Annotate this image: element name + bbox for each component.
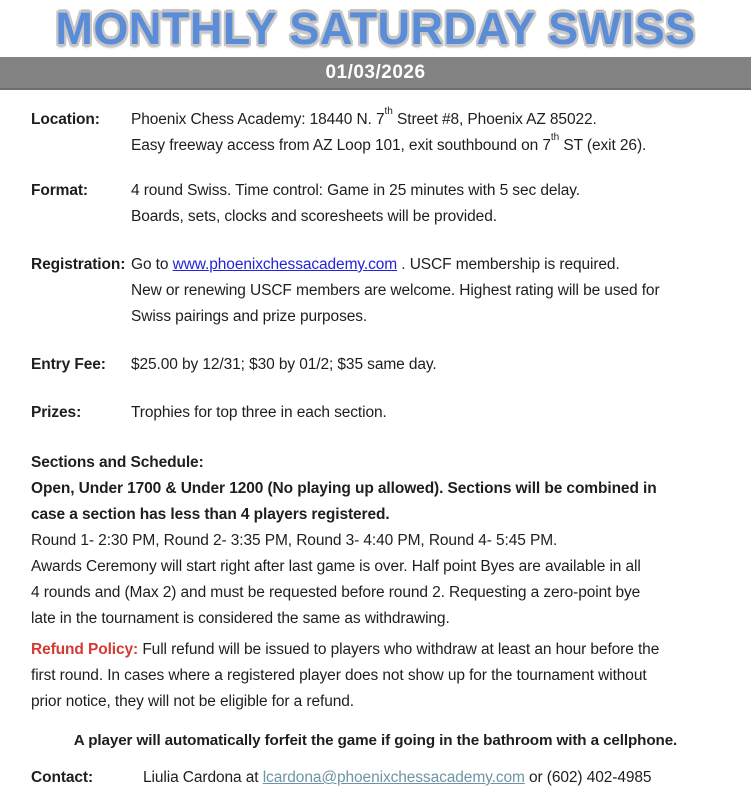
- registration-line3: Swiss pairings and prize purposes.: [131, 308, 368, 325]
- sections-schedule: [31, 450, 720, 632]
- format-line1: 4 round Swiss. Time control: Game in 25 minutes with 5 sec delay.: [131, 182, 580, 199]
- contact-email-link[interactable]: lcardona@phoenixchessacademy.com: [262, 769, 525, 786]
- date-banner: [0, 57, 751, 90]
- schedule-heading: Sections and Schedule:: [31, 454, 204, 471]
- location-row: [31, 107, 720, 159]
- format-value: [131, 178, 720, 230]
- format-line2: Boards, sets, clocks and scoresheets will be provided.: [131, 208, 497, 225]
- prizes-label: Prizes:: [31, 404, 82, 421]
- schedule-byes-line2: 4 rounds and (Max 2) and must be requested before round 2. Requesting a zero-point bye: [31, 584, 641, 601]
- contact-value: Liulia Cardona at lcardona@phoenixchessacademy.com or (602) 402-4985: [143, 769, 652, 786]
- refund-line2: first round. In cases where a registered player does not show up for the tournament without: [31, 667, 647, 684]
- schedule-sections-line2: case a section has less than 4 players registered.: [31, 506, 390, 523]
- registration-row: [31, 252, 720, 330]
- page-title: MONTHLY SATURDAY SWISS: [55, 3, 696, 54]
- ordinal-suffix: th: [384, 106, 393, 117]
- entry-fee-value: $25.00 by 12/31; $30 by 01/2; $35 same day.: [131, 356, 437, 373]
- flyer-body: [0, 90, 751, 789]
- prizes-value: Trophies for top three in each section.: [131, 404, 387, 421]
- format-label: Format:: [31, 182, 88, 199]
- prizes-row: [31, 400, 720, 426]
- entry-fee-row: [31, 352, 720, 378]
- schedule-byes-line1: Awards Ceremony will start right after last game is over. Half point Byes are available in all: [31, 558, 641, 575]
- location-line2: Easy freeway access from AZ Loop 101, exit southbound on 7th ST (exit 26).: [131, 132, 647, 154]
- schedule-byes-line3: late in the tournament is considered the same as withdrawing.: [31, 610, 450, 627]
- registration-label: Registration:: [31, 256, 126, 273]
- registration-website-link[interactable]: www.phoenixchessacademy.com: [172, 256, 398, 273]
- title-banner: [0, 0, 751, 57]
- entry-fee-label: Entry Fee:: [31, 356, 106, 373]
- format-row: [31, 178, 720, 230]
- contact-row: [31, 765, 720, 789]
- refund-policy: [31, 637, 720, 715]
- refund-line1: Refund Policy: Full refund will be issued to players who withdraw at least an hour before the: [31, 641, 660, 658]
- registration-line2: New or renewing USCF members are welcome. Highest rating will be used for: [131, 282, 660, 299]
- event-date: 01/03/2026: [325, 61, 426, 83]
- location-value: [131, 107, 720, 159]
- cellphone-warning: A player will automatically forfeit the game if going in the bathroom with a cellphone.: [73, 732, 678, 749]
- ordinal-suffix: th: [550, 132, 560, 143]
- location-line1: Phoenix Chess Academy: 18440 N. 7th Street #8, Phoenix AZ 85022.: [131, 106, 597, 128]
- registration-line1: Go to www.phoenixchessacademy.com . USCF membership is required.: [131, 256, 620, 273]
- registration-value: [131, 252, 720, 330]
- contact-label: Contact:: [31, 769, 94, 786]
- refund-policy-label: Refund Policy:: [31, 641, 139, 658]
- schedule-sections-line1: Open, Under 1700 & Under 1200 (No playing up allowed). Sections will be combined in: [31, 480, 657, 497]
- refund-line3: prior notice, they will not be eligible for a refund.: [31, 693, 354, 710]
- schedule-rounds: Round 1- 2:30 PM, Round 2- 3:35 PM, Round 3- 4:40 PM, Round 4- 5:45 PM.: [31, 532, 558, 549]
- location-label: Location:: [31, 111, 100, 128]
